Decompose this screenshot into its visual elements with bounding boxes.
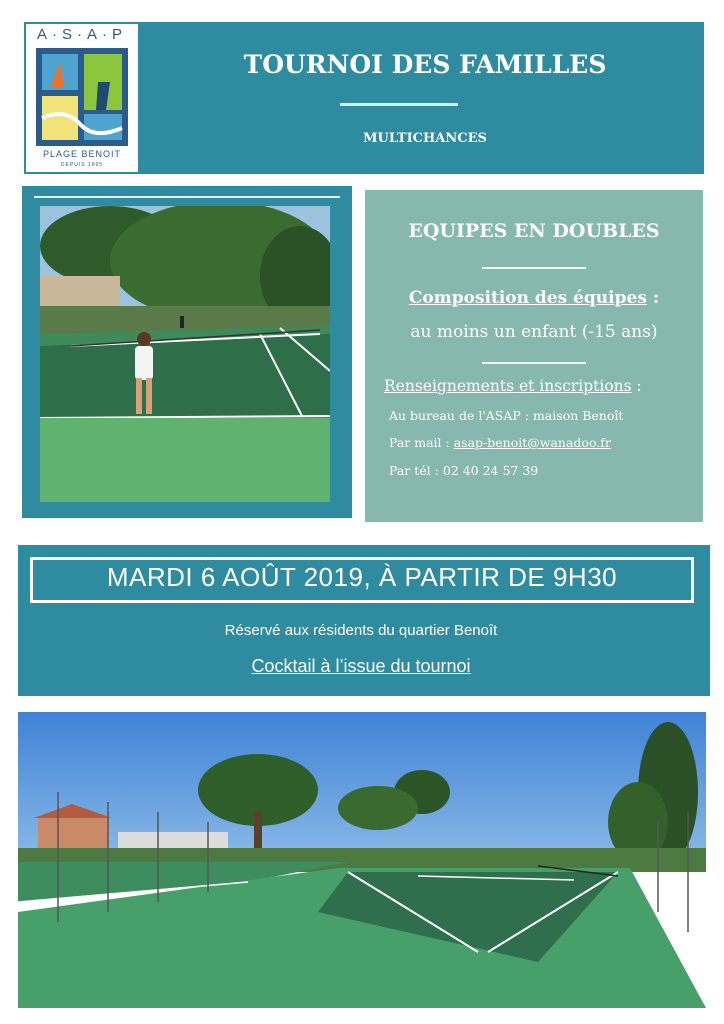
event-date: MARDI 6 AOÛT 2019, À PARTIR DE 9H30 bbox=[106, 562, 618, 592]
teams-title: EQUIPES EN DOUBLES bbox=[408, 220, 660, 242]
page-subtitle: MULTICHANCES bbox=[363, 131, 487, 146]
logo-since: DEPUIS 1895 bbox=[60, 162, 104, 168]
composition-value: au moins un enfant (-15 ans) bbox=[410, 322, 658, 342]
cocktail-note: Cocktail à l’issue du tournoi bbox=[251, 656, 471, 676]
tennis-court-panorama bbox=[18, 712, 706, 1008]
title-divider bbox=[340, 103, 458, 106]
tennis-player-photo bbox=[40, 206, 330, 502]
page-title: TOURNOI DES FAMILLES bbox=[243, 50, 607, 79]
contact-label: Renseignements et inscriptions bbox=[384, 377, 632, 395]
composition-heading bbox=[365, 288, 703, 308]
info-divider-top bbox=[482, 267, 586, 269]
frame-accent-line bbox=[34, 196, 340, 198]
logo-place: PLAGE BENOIT bbox=[42, 149, 122, 159]
asap-logo bbox=[26, 24, 138, 172]
office-line: Au bureau de l'ASAP : maison Benoît bbox=[389, 408, 624, 423]
contact-colon: : bbox=[631, 377, 642, 395]
composition-colon: : bbox=[646, 288, 660, 308]
contact-heading bbox=[384, 377, 642, 395]
mail-link[interactable]: asap-benoit@wanadoo.fr bbox=[453, 435, 611, 450]
reserved-note: Réservé aux résidents du quartier Benoît bbox=[224, 622, 498, 639]
phone-line: Par tél : 02 40 24 57 39 bbox=[389, 463, 539, 478]
logo-emblem bbox=[36, 48, 128, 146]
mail-line bbox=[389, 435, 611, 450]
mail-label: Par mail : bbox=[389, 435, 454, 450]
info-divider-bottom bbox=[482, 362, 586, 364]
composition-label: Composition des équipes bbox=[408, 288, 647, 308]
logo-name: A·S·A·P bbox=[36, 26, 127, 43]
